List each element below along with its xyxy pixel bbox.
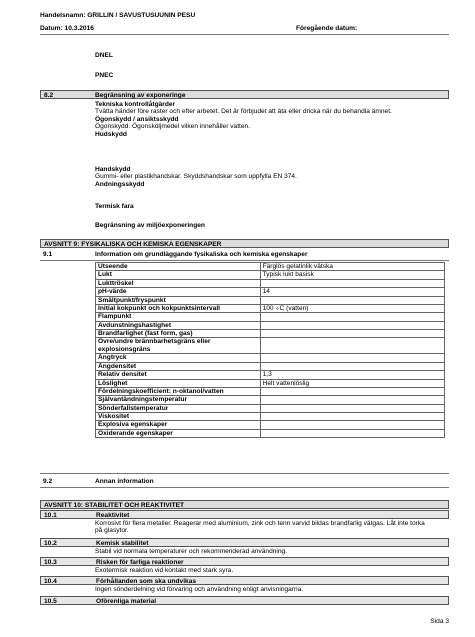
- property-value: [260, 338, 444, 354]
- tech-controls-title: Tekniska kontrollåtgärder: [95, 101, 176, 108]
- property-name: pH-värde: [96, 288, 261, 296]
- section-10-bar: [40, 500, 449, 509]
- property-name: Flampunkt: [96, 313, 261, 321]
- eye-protection-title: Ögonskydd / ansiktsskydd: [95, 115, 179, 123]
- property-value: Färglös gelatinlik vätska: [260, 263, 444, 271]
- table-row: [96, 362, 445, 370]
- property-value: [260, 413, 444, 421]
- table-row: [96, 330, 445, 338]
- property-value: 100 ∘C (vatten): [260, 304, 444, 312]
- section-9-2-number: 9.2: [43, 478, 53, 485]
- skin-protection-title: Hudskydd: [95, 130, 127, 138]
- section-9-2-bottom-line: [40, 487, 449, 488]
- section-8-2-title: Begränsning av exponeringe: [95, 91, 186, 99]
- thermal-hazard-title: Termisk fara: [95, 203, 134, 210]
- property-value: [260, 330, 444, 338]
- dnel-label: DNEL: [95, 52, 113, 59]
- section-10-sub-text: Korrosivt för flera metaller. Reagerar med aluminium, zink och tenn varvid bildas brandfarlig vätgas. Låt inte torka på glasytor.: [95, 520, 425, 535]
- section-10-sub-title: Oförenliga material: [96, 597, 157, 605]
- property-name: Lukt: [96, 271, 261, 279]
- property-value: 14: [260, 288, 444, 296]
- property-value: Typisk lukt basisk: [260, 271, 444, 279]
- table-row: [96, 371, 445, 379]
- table-row: [96, 387, 445, 395]
- table-row: [96, 271, 445, 279]
- section-10-sub-title: Kemisk stabilitet: [96, 539, 149, 547]
- property-value: [260, 321, 444, 329]
- section-10-sub-number: 10.1: [44, 511, 57, 519]
- property-name: Fördelningskoefficient: n-oktanol/vatten: [96, 387, 261, 395]
- section-10-sub-text: Exotermisk reaktion vid kontakt med stark syra.: [95, 567, 234, 574]
- header-divider: [40, 34, 449, 35]
- hand-protection-title: Handskydd: [95, 166, 131, 173]
- section-10-sub-bar: [40, 510, 449, 519]
- property-name: Viskositet: [96, 413, 261, 421]
- section-9-1-header: [40, 250, 449, 259]
- section-10-sub-bar: [40, 576, 449, 585]
- section-10-title: AVSNITT 10: STABILITET OCH REAKTIVITET: [44, 501, 185, 509]
- section-9-1-title: Information om grundläggande fysikaliska och kemiska egenskaper: [95, 251, 308, 258]
- table-row: [96, 288, 445, 296]
- property-value: [260, 354, 444, 362]
- property-value: [260, 421, 444, 429]
- table-row: [96, 263, 445, 271]
- property-name: Smältpunkt/fryspunkt: [96, 296, 261, 304]
- section-10-sub-title: Reaktivitet: [96, 511, 130, 519]
- section-9-2-top-line: [40, 473, 449, 474]
- table-row: [96, 304, 445, 312]
- doc-date: Datum: 10.3.2016: [40, 25, 94, 32]
- table-row: [96, 404, 445, 412]
- eye-protection-text: Ögonskydd. Ögonsköljmedel vilken innehåller vatten.: [95, 123, 251, 131]
- section-10-sub-number: 10.2: [44, 539, 57, 547]
- property-value: Helt vattenlöslig: [260, 379, 444, 387]
- section-8-2-number: 8.2: [44, 91, 54, 99]
- property-name: Explosiva egenskaper: [96, 421, 261, 429]
- property-name: Övre/undre brännbarhetsgräns eller explosionsgräns: [96, 338, 261, 354]
- table-row: [96, 296, 445, 304]
- property-name: Avdunstningshastighet: [96, 321, 261, 329]
- table-row: [96, 313, 445, 321]
- property-name: Ångdensitet: [96, 362, 261, 370]
- section-9-1-divider: [40, 260, 449, 261]
- property-name: Initial kokpunkt och kokpunktsintervall: [96, 304, 261, 312]
- property-value: [260, 313, 444, 321]
- section-10-sub-title: Risken för farliga reaktioner: [96, 558, 184, 566]
- property-name: Lukttröskel: [96, 279, 261, 287]
- table-row: [96, 379, 445, 387]
- hand-protection: [95, 166, 435, 188]
- table-row: [96, 338, 445, 354]
- property-name: Oxiderande egenskaper: [96, 429, 261, 437]
- property-name: Utseende: [96, 263, 261, 271]
- property-name: Ångtryck: [96, 354, 261, 362]
- trade-name: Handelsnamn: GRILLIN / SAVUSTUSUUNIN PESU: [40, 12, 196, 19]
- property-value: [260, 296, 444, 304]
- property-name: Relativ densitet: [96, 371, 261, 379]
- section-8-2-bar: [40, 90, 449, 99]
- property-name: Löslighet: [96, 379, 261, 387]
- pnec-label: PNEC: [95, 72, 114, 79]
- property-value: [260, 429, 444, 437]
- section-9-bar: [40, 239, 449, 248]
- env-exposure-title: Begränsning av miljöexponeringen: [95, 222, 205, 229]
- table-row: [96, 421, 445, 429]
- section-10-sub-text: Ingen sönderdelning vid förvaring och användning enligt anvisningarna.: [95, 586, 304, 593]
- property-name: Sönderfallstemperatur: [96, 404, 261, 412]
- property-value: 1,3: [260, 371, 444, 379]
- section-9-1-number: 9.1: [43, 251, 53, 258]
- property-value: [260, 362, 444, 370]
- page-number: Sida 3: [430, 618, 449, 625]
- section-10-sub-number: 10.4: [44, 577, 57, 585]
- table-row: [96, 354, 445, 362]
- section-10-sub-bar: [40, 557, 449, 566]
- properties-table: [95, 262, 445, 438]
- property-value: [260, 404, 444, 412]
- section-8-2-body: [95, 101, 435, 138]
- table-row: [96, 413, 445, 421]
- table-row: [96, 396, 445, 404]
- respiratory-protection-title: Andningsskydd: [95, 180, 145, 188]
- property-value: [260, 396, 444, 404]
- section-10-sub-bar: [40, 538, 449, 547]
- hand-protection-text: Gummi- eller plastikhandskar. Skyddshandskar som uppfylla EN 374.: [95, 173, 297, 181]
- section-9-2-title: Annan information: [95, 478, 154, 485]
- property-name: Självantändningstemperatur: [96, 396, 261, 404]
- property-name: Brandfarlighet (fast form, gas): [96, 330, 261, 338]
- property-value: [260, 387, 444, 395]
- section-9-2-header: [40, 477, 449, 486]
- table-row: [96, 321, 445, 329]
- section-10-sub-number: 10.5: [44, 597, 57, 605]
- table-row: [96, 429, 445, 437]
- tech-controls-text: Tvätta händer före raster och efter arbetet. Det är förbjudet att äta eller dricka när du behandla ämnet.: [95, 108, 392, 116]
- property-value: [260, 279, 444, 287]
- section-10-sub-text: Stabil vid normala temperaturer och rekommenderad användning.: [95, 548, 288, 555]
- section-9-title: AVSNITT 9: FYSIKALISKA OCH KEMISKA EGENSKAPER: [44, 240, 222, 248]
- previous-date: Föregående datum:: [296, 25, 358, 32]
- section-10-sub-bar: [40, 596, 449, 605]
- section-10-sub-number: 10.3: [44, 558, 57, 566]
- section-10-sub-title: Förhållanden som ska undvikas: [96, 577, 197, 585]
- table-row: [96, 279, 445, 287]
